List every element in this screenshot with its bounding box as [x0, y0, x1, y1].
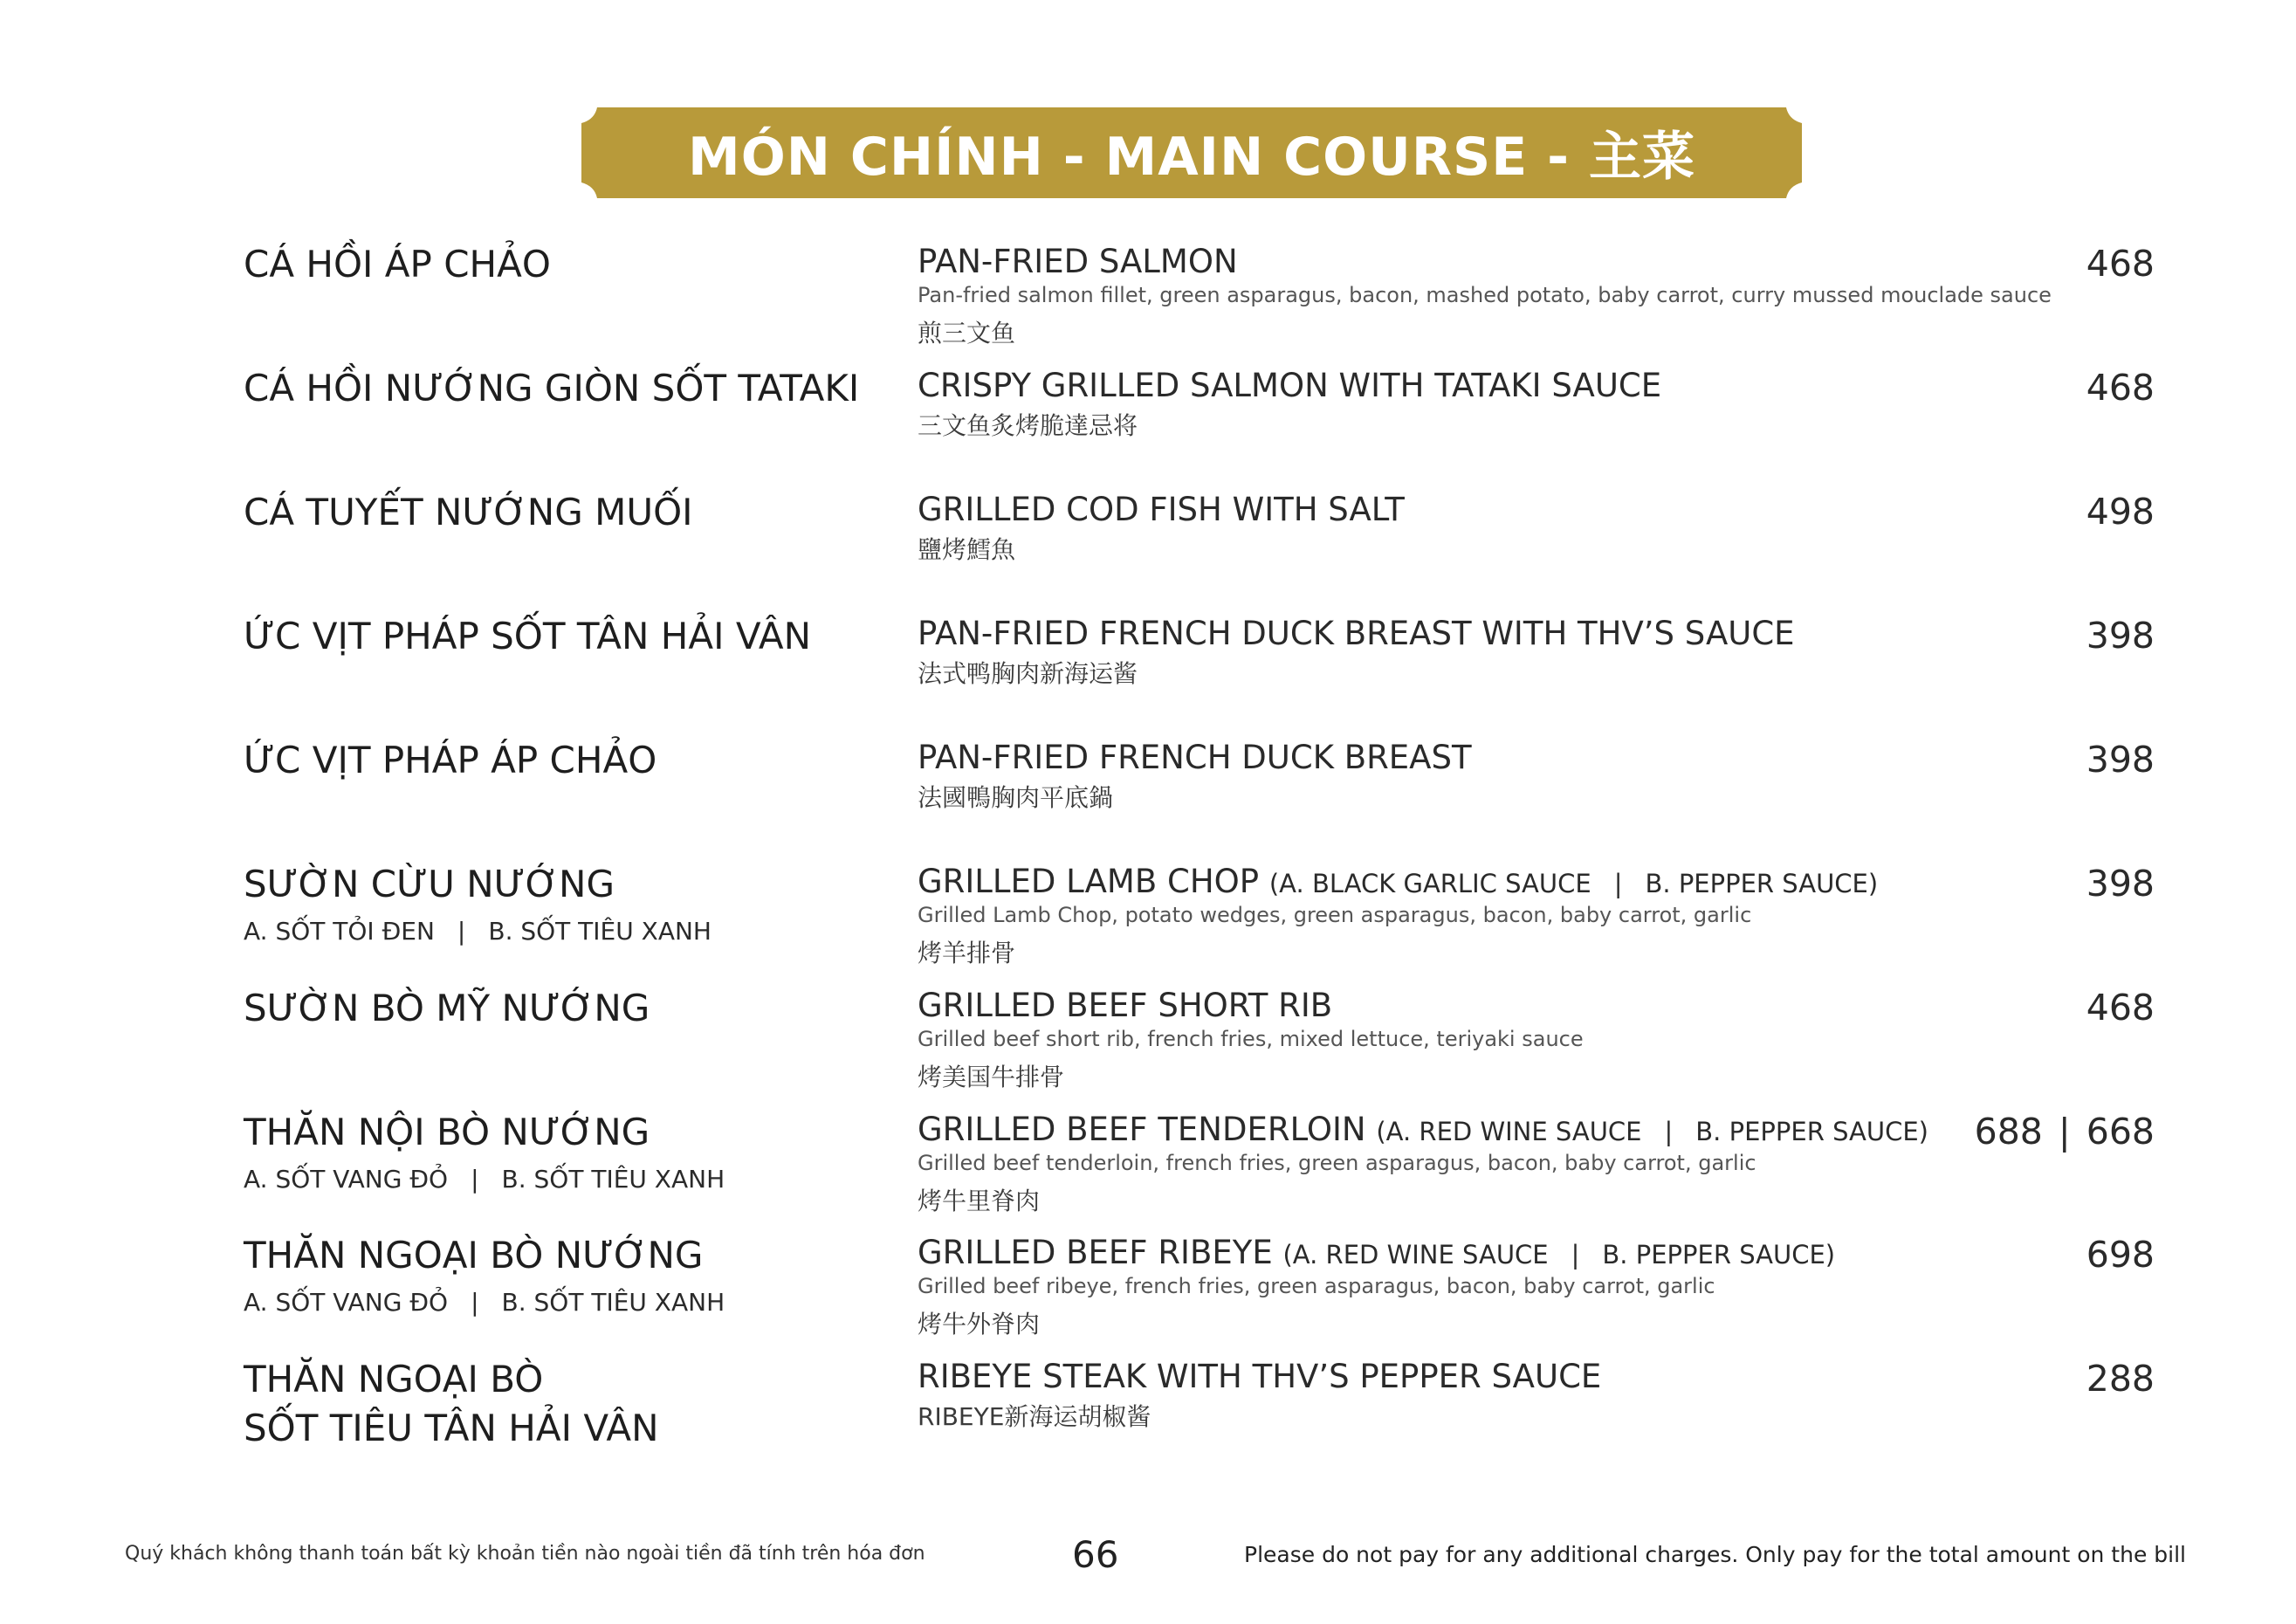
item-name-en: GRILLED BEEF RIBEYE — [918, 1234, 1273, 1271]
item-price: 468 — [2086, 243, 2155, 285]
item-name-en-line — [918, 1111, 1928, 1148]
item-price: 398 — [2086, 739, 2155, 781]
item-name-en: GRILLED LAMB CHOP — [918, 863, 1260, 900]
item-name-en: PAN-FRIED FRENCH DUCK BREAST WITH THV’S SAUCE — [918, 615, 1795, 652]
item-sauce-options-vn — [244, 917, 711, 946]
item-name-cn: 三文鱼炙烤脆達忌将 — [918, 411, 1138, 440]
item-name-en: PAN-FRIED FRENCH DUCK BREAST — [918, 739, 1472, 776]
item-name-vn: THĂN NGOẠI BÒ NƯỚNG — [244, 1234, 704, 1276]
item-description: Grilled beef tenderloin, french fries, green asparagus, bacon, baby carrot, garlic — [918, 1151, 1756, 1175]
item-price-a: 688 — [1974, 1111, 2043, 1153]
item-name-vn: THĂN NGOẠI BÒ — [244, 1358, 544, 1400]
option-separator: | — [471, 1288, 479, 1317]
item-price: 468 — [2086, 987, 2155, 1029]
option-separator: | — [1613, 869, 1623, 898]
price-separator: | — [2058, 1111, 2071, 1153]
page-number: 66 — [1072, 1533, 1119, 1576]
item-price: 698 — [2086, 1234, 2155, 1276]
item-name-en: GRILLED BEEF SHORT RIB — [918, 987, 1333, 1024]
section-title: MÓN CHÍNH - MAIN COURSE - 主菜 — [688, 127, 1695, 188]
item-name-en-line — [918, 1234, 1835, 1271]
item-sauce-options-vn — [244, 1288, 725, 1317]
item-price: 468 — [2086, 367, 2155, 409]
item-name-cn: 烤羊排骨 — [918, 939, 1016, 967]
footer-note-en: Please do not pay for any additional charges. Only pay for the total amount on the bill — [1244, 1542, 2186, 1567]
item-name-cn: 法國鴨胸肉平底鍋 — [918, 783, 1114, 812]
item-name-vn: CÁ HỒI ÁP CHẢO — [244, 243, 551, 286]
sauce-option-b-vn: B. SỐT TIÊU XANH — [501, 1165, 725, 1194]
item-name-en: RIBEYE STEAK WITH THV’S PEPPER SAUCE — [918, 1358, 1602, 1395]
sauce-option-b-vn: B. SỐT TIÊU XANH — [488, 917, 711, 946]
item-sauce-options-vn — [244, 1165, 725, 1194]
sauce-option-a-vn: A. SỐT VANG ĐỎ — [244, 1165, 449, 1194]
item-name-vn: SƯỜN CỪU NƯỚNG — [244, 863, 615, 905]
sauce-option-a-en: (A. RED WINE SAUCE — [1282, 1240, 1549, 1270]
item-name-vn: ỨC VỊT PHÁP ÁP CHẢO — [244, 739, 657, 781]
item-name-en: PAN-FRIED SALMON — [918, 243, 1238, 280]
sauce-option-b-en: B. PEPPER SAUCE) — [1645, 869, 1879, 898]
item-name-vn: CÁ HỒI NƯỚNG GIÒN SỐT TATAKI — [244, 367, 860, 409]
item-name-vn: SƯỜN BÒ MỸ NƯỚNG — [244, 987, 650, 1029]
item-price-pair — [1975, 1111, 2155, 1153]
item-name-vn: CÁ TUYẾT NƯỚNG MUỐI — [244, 491, 693, 533]
sauce-option-a-en: (A. BLACK GARLIC SAUCE — [1268, 869, 1591, 898]
item-description: Pan-fried salmon fillet, green asparagus, bacon, mashed potato, baby carrot, curry mussed mouclade sauce — [918, 283, 2052, 307]
option-separator: | — [457, 917, 466, 946]
item-description: Grilled beef ribeye, french fries, green asparagus, bacon, baby carrot, garlic — [918, 1274, 1715, 1298]
item-price: 398 — [2086, 615, 2155, 657]
item-name-en: CRISPY GRILLED SALMON WITH TATAKI SAUCE — [918, 367, 1662, 404]
option-separator: | — [471, 1165, 479, 1194]
footer-note-vn: Quý khách không thanh toán bất kỳ khoản tiền nào ngoài tiền đã tính trên hóa đơn — [125, 1543, 925, 1565]
option-separator: | — [1571, 1240, 1580, 1270]
item-name-cn: 法式鸭胸肉新海运酱 — [918, 659, 1138, 688]
section-header-banner — [581, 107, 1802, 198]
option-separator: | — [1664, 1117, 1674, 1146]
item-name-cn: 煎三文鱼 — [918, 319, 1016, 348]
item-name-cn: 烤牛里脊肉 — [918, 1187, 1041, 1215]
sauce-option-a-en: (A. RED WINE SAUCE — [1376, 1117, 1642, 1146]
item-name-cn: 烤美国牛排骨 — [918, 1063, 1065, 1091]
item-name-en: GRILLED BEEF TENDERLOIN — [918, 1111, 1366, 1148]
item-name-vn: THĂN NỘI BÒ NƯỚNG — [244, 1111, 650, 1153]
sauce-option-b-vn: B. SỐT TIÊU XANH — [501, 1288, 725, 1317]
item-price: 498 — [2086, 491, 2155, 533]
item-description: Grilled beef short rib, french fries, mixed lettuce, teriyaki sauce — [918, 1027, 1584, 1051]
item-name-vn-line2: SỐT TIÊU TÂN HẢI VÂN — [244, 1407, 659, 1449]
item-price-b: 668 — [2086, 1111, 2155, 1153]
sauce-option-a-vn: A. SỐT TỎI ĐEN — [244, 917, 435, 946]
item-name-cn: RIBEYE新海运胡椒酱 — [918, 1402, 1151, 1431]
item-price: 398 — [2086, 863, 2155, 905]
item-name-en: GRILLED COD FISH WITH SALT — [918, 491, 1405, 528]
sauce-option-b-en: B. PEPPER SAUCE) — [1602, 1240, 1836, 1270]
sauce-option-a-vn: A. SỐT VANG ĐỎ — [244, 1288, 449, 1317]
item-price: 288 — [2086, 1358, 2155, 1400]
item-name-en-line — [918, 863, 1878, 900]
item-name-cn: 烤牛外脊肉 — [918, 1310, 1041, 1338]
item-name-cn: 鹽烤鱈魚 — [918, 535, 1016, 564]
sauce-option-b-en: B. PEPPER SAUCE) — [1695, 1117, 1928, 1146]
item-name-vn: ỨC VỊT PHÁP SỐT TÂN HẢI VÂN — [244, 615, 812, 657]
item-description: Grilled Lamb Chop, potato wedges, green asparagus, bacon, baby carrot, garlic — [918, 903, 1752, 927]
